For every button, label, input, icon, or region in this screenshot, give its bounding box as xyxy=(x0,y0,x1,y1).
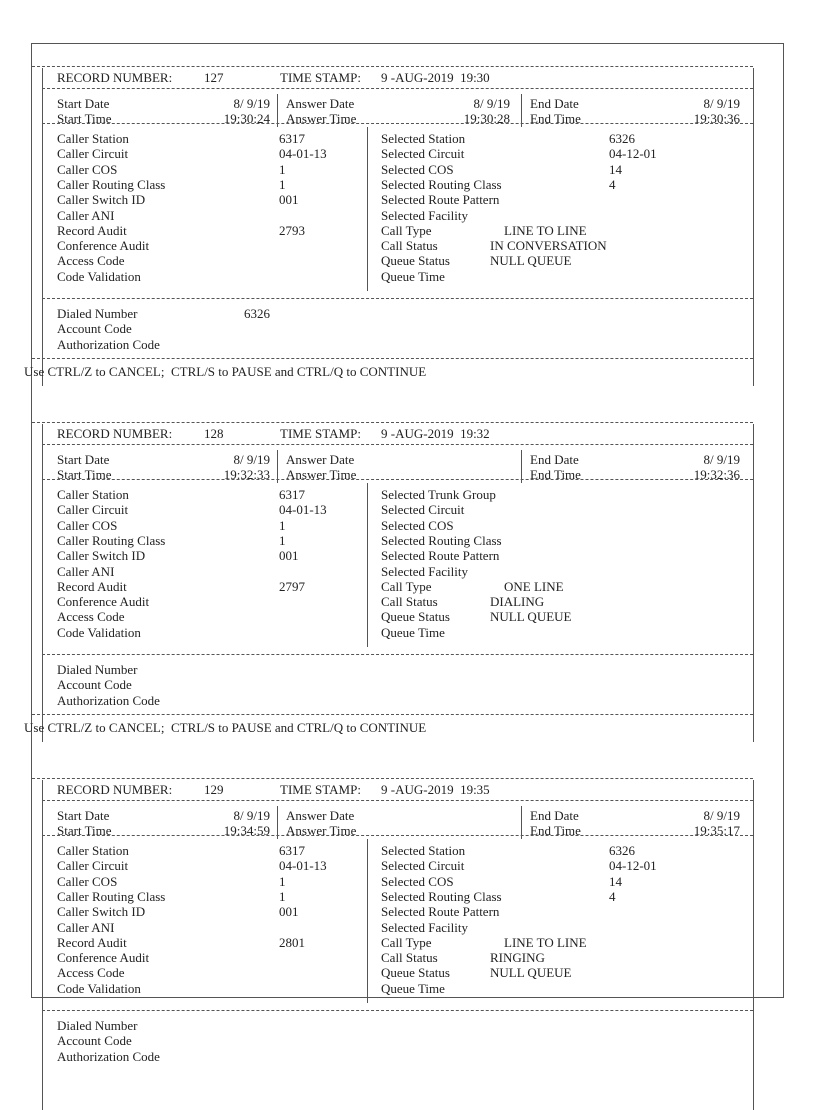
conference-audit-label: Conference Audit xyxy=(57,594,150,610)
queue-status-label: Queue Status xyxy=(381,609,450,625)
block-right-border xyxy=(753,424,754,742)
detail-divider xyxy=(367,483,368,647)
date-divider xyxy=(277,450,278,483)
start-date-value: 8/ 9/19 xyxy=(233,808,270,823)
caller-routing-class-label: Caller Routing Class xyxy=(57,532,166,548)
block-right-border xyxy=(753,780,754,1110)
record-number-value: 128 xyxy=(204,426,224,441)
selected-circuit-value: 04-12-01 xyxy=(609,146,657,162)
start-date-value: 8/ 9/19 xyxy=(233,452,270,467)
answer-date-label: Answer Date xyxy=(286,452,355,467)
record-audit-value: 2793 xyxy=(279,222,305,238)
conference-audit-label: Conference Audit xyxy=(57,238,150,254)
caller-routing-class-value: 1 xyxy=(279,888,286,904)
authorization-code-label: Authorization Code xyxy=(57,692,160,708)
queue-status-label: Queue Status xyxy=(381,253,450,269)
date-divider xyxy=(521,806,522,839)
caller-switch-id-value: 001 xyxy=(279,904,299,920)
date-divider xyxy=(277,806,278,839)
selected-facility-label: Selected Facility xyxy=(381,919,469,935)
time-stamp-value: 9 -AUG-2019 19:32 xyxy=(381,426,490,441)
detail-divider xyxy=(367,839,368,1003)
caller-circuit-label: Caller Circuit xyxy=(57,858,129,874)
account-code-label: Account Code xyxy=(57,677,132,693)
dashed-separator xyxy=(32,778,753,779)
selected-circuit-label: Selected Circuit xyxy=(381,146,465,162)
queue-status-value: NULL QUEUE xyxy=(490,609,572,625)
end-time-label: End Time xyxy=(530,467,581,483)
caller-circuit-label: Caller Circuit xyxy=(57,146,129,162)
call-type-value: ONE LINE xyxy=(504,578,564,594)
answer-time-value: 19:30:28 xyxy=(463,111,510,127)
call-type-label: Call Type xyxy=(381,222,432,238)
selected-station-value: 6326 xyxy=(609,843,635,858)
start-time-value: 19:32:33 xyxy=(223,467,270,483)
caller-routing-class-value: 1 xyxy=(279,532,286,548)
selected-cos-value: 14 xyxy=(609,873,622,889)
detail-divider xyxy=(367,127,368,291)
record-audit-label: Record Audit xyxy=(57,222,127,238)
block-left-border xyxy=(42,780,43,1110)
selected-routing-class-label: Selected Routing Class xyxy=(381,532,502,548)
record-audit-label: Record Audit xyxy=(57,578,127,594)
account-code-label: Account Code xyxy=(57,321,132,337)
conference-audit-label: Conference Audit xyxy=(57,950,150,966)
dashed-separator xyxy=(42,800,753,801)
caller-station-value: 6317 xyxy=(279,843,305,858)
caller-cos-label: Caller COS xyxy=(57,873,118,889)
code-validation-label: Code Validation xyxy=(57,268,141,284)
start-date-label: Start Date xyxy=(57,808,110,823)
start-time-label: Start Time xyxy=(57,823,112,839)
call-type-value: LINE TO LINE xyxy=(504,934,587,950)
selected-circuit-value: 04-12-01 xyxy=(609,858,657,874)
date-divider xyxy=(521,450,522,483)
dashed-separator xyxy=(42,1010,753,1011)
time-stamp-label: TIME STAMP: xyxy=(280,426,361,441)
caller-circuit-value: 04-01-13 xyxy=(279,146,327,162)
dialed-number-value: 6326 xyxy=(244,306,270,321)
end-time-label: End Time xyxy=(530,111,581,127)
selected-routing-class-value: 4 xyxy=(609,888,616,904)
selected-facility-label: Selected Facility xyxy=(381,563,469,579)
answer-time-label: Answer Time xyxy=(286,467,357,483)
access-code-label: Access Code xyxy=(57,965,125,981)
caller-switch-id-value: 001 xyxy=(279,548,299,564)
call-type-value: LINE TO LINE xyxy=(504,222,587,238)
dashed-separator xyxy=(32,358,753,359)
terminal-printout xyxy=(24,43,784,1064)
control-prompt: Use CTRL/Z to CANCEL; CTRL/S to PAUSE and CTRL/Q to CONTINUE xyxy=(24,720,427,735)
caller-cos-label: Caller COS xyxy=(57,161,118,177)
caller-station-label: Caller Station xyxy=(57,131,129,146)
queue-status-label: Queue Status xyxy=(381,965,450,981)
block-right-border xyxy=(753,68,754,386)
queue-time-label: Queue Time xyxy=(381,624,445,640)
selected-station-value: 6326 xyxy=(609,131,635,146)
control-prompt: Use CTRL/Z to CANCEL; CTRL/S to PAUSE and CTRL/Q to CONTINUE xyxy=(24,364,427,379)
dialed-number-label: Dialed Number xyxy=(57,306,138,321)
block-left-border xyxy=(42,68,43,386)
selected-station-label: Selected Station xyxy=(381,843,466,858)
caller-switch-id-label: Caller Switch ID xyxy=(57,192,146,208)
caller-routing-class-label: Caller Routing Class xyxy=(57,176,166,192)
end-date-label: End Date xyxy=(530,96,579,111)
dashed-separator xyxy=(32,422,753,423)
record-audit-value: 2801 xyxy=(279,934,305,950)
caller-switch-id-label: Caller Switch ID xyxy=(57,904,146,920)
answer-time-label: Answer Time xyxy=(286,823,357,839)
dialed-number-label: Dialed Number xyxy=(57,662,138,677)
caller-ani-label: Caller ANI xyxy=(57,919,115,935)
selected-station-label: Selected Trunk Group xyxy=(381,487,496,502)
access-code-label: Access Code xyxy=(57,609,125,625)
caller-ani-label: Caller ANI xyxy=(57,207,115,223)
selected-routing-class-value: 4 xyxy=(609,176,616,192)
caller-routing-class-label: Caller Routing Class xyxy=(57,888,166,904)
selected-cos-value: 14 xyxy=(609,161,622,177)
call-status-value: RINGING xyxy=(490,950,545,966)
record-audit-value: 2797 xyxy=(279,578,305,594)
selected-cos-label: Selected COS xyxy=(381,517,454,533)
selected-circuit-label: Selected Circuit xyxy=(381,858,465,874)
caller-switch-id-label: Caller Switch ID xyxy=(57,548,146,564)
caller-cos-label: Caller COS xyxy=(57,517,118,533)
start-time-label: Start Time xyxy=(57,467,112,483)
dashed-separator xyxy=(42,479,753,480)
time-stamp-value: 9 -AUG-2019 19:35 xyxy=(381,782,490,797)
call-status-label: Call Status xyxy=(381,950,438,966)
caller-circuit-value: 04-01-13 xyxy=(279,502,327,518)
start-time-value: 19:34:59 xyxy=(223,823,270,839)
caller-station-label: Caller Station xyxy=(57,843,129,858)
queue-status-value: NULL QUEUE xyxy=(490,965,572,981)
selected-routing-class-label: Selected Routing Class xyxy=(381,888,502,904)
end-time-value: 19:32:36 xyxy=(693,467,740,483)
dashed-separator xyxy=(42,654,753,655)
selected-route-pattern-label: Selected Route Pattern xyxy=(381,192,500,208)
authorization-code-label: Authorization Code xyxy=(57,336,160,352)
selected-routing-class-label: Selected Routing Class xyxy=(381,176,502,192)
selected-route-pattern-label: Selected Route Pattern xyxy=(381,548,500,564)
dashed-separator xyxy=(32,714,753,715)
time-stamp-value: 9 -AUG-2019 19:30 xyxy=(381,70,490,85)
queue-status-value: NULL QUEUE xyxy=(490,253,572,269)
end-time-value: 19:35:17 xyxy=(693,823,740,839)
start-time-label: Start Time xyxy=(57,111,112,127)
caller-circuit-value: 04-01-13 xyxy=(279,858,327,874)
caller-cos-value: 1 xyxy=(279,161,286,177)
caller-routing-class-value: 1 xyxy=(279,176,286,192)
queue-time-label: Queue Time xyxy=(381,980,445,996)
record-number-label: RECORD NUMBER: xyxy=(57,70,173,85)
selected-station-label: Selected Station xyxy=(381,131,466,146)
start-date-label: Start Date xyxy=(57,96,110,111)
end-time-value: 19:30:36 xyxy=(693,111,740,127)
end-date-label: End Date xyxy=(530,808,579,823)
record-audit-label: Record Audit xyxy=(57,934,127,950)
caller-station-value: 6317 xyxy=(279,487,305,502)
start-date-label: Start Date xyxy=(57,452,110,467)
answer-date-label: Answer Date xyxy=(286,96,355,111)
caller-circuit-label: Caller Circuit xyxy=(57,502,129,518)
dashed-separator xyxy=(42,88,753,89)
caller-station-value: 6317 xyxy=(279,131,305,146)
call-status-label: Call Status xyxy=(381,238,438,254)
end-date-label: End Date xyxy=(530,452,579,467)
answer-date-value: 8/ 9/19 xyxy=(473,96,510,111)
call-status-value: IN CONVERSATION xyxy=(490,238,607,254)
caller-cos-value: 1 xyxy=(279,873,286,889)
call-status-value: DIALING xyxy=(490,594,545,610)
caller-station-label: Caller Station xyxy=(57,487,129,502)
date-divider xyxy=(277,94,278,127)
block-left-border xyxy=(42,424,43,742)
start-date-value: 8/ 9/19 xyxy=(233,96,270,111)
time-stamp-label: TIME STAMP: xyxy=(280,782,361,797)
end-date-value: 8/ 9/19 xyxy=(703,452,740,467)
code-validation-label: Code Validation xyxy=(57,980,141,996)
call-type-label: Call Type xyxy=(381,934,432,950)
selected-cos-label: Selected COS xyxy=(381,161,454,177)
answer-time-label: Answer Time xyxy=(286,111,357,127)
account-code-label: Account Code xyxy=(57,1033,132,1049)
access-code-label: Access Code xyxy=(57,253,125,269)
caller-ani-label: Caller ANI xyxy=(57,563,115,579)
dashed-separator xyxy=(42,123,753,124)
dashed-separator xyxy=(42,835,753,836)
date-divider xyxy=(521,94,522,127)
dashed-separator xyxy=(42,298,753,299)
selected-cos-label: Selected COS xyxy=(381,873,454,889)
record-number-label: RECORD NUMBER: xyxy=(57,782,173,797)
answer-date-label: Answer Date xyxy=(286,808,355,823)
record-number-label: RECORD NUMBER: xyxy=(57,426,173,441)
end-date-value: 8/ 9/19 xyxy=(703,96,740,111)
end-time-label: End Time xyxy=(530,823,581,839)
dashed-separator xyxy=(42,444,753,445)
selected-route-pattern-label: Selected Route Pattern xyxy=(381,904,500,920)
selected-facility-label: Selected Facility xyxy=(381,207,469,223)
queue-time-label: Queue Time xyxy=(381,268,445,284)
dashed-separator xyxy=(32,66,753,67)
call-type-label: Call Type xyxy=(381,578,432,594)
time-stamp-label: TIME STAMP: xyxy=(280,70,361,85)
selected-circuit-label: Selected Circuit xyxy=(381,502,465,518)
record-number-value: 127 xyxy=(204,70,224,85)
authorization-code-label: Authorization Code xyxy=(57,1048,160,1064)
end-date-value: 8/ 9/19 xyxy=(703,808,740,823)
start-time-value: 19:30:24 xyxy=(223,111,270,127)
record-number-value: 129 xyxy=(204,782,224,797)
call-status-label: Call Status xyxy=(381,594,438,610)
dialed-number-label: Dialed Number xyxy=(57,1018,138,1033)
caller-switch-id-value: 001 xyxy=(279,192,299,208)
caller-cos-value: 1 xyxy=(279,517,286,533)
code-validation-label: Code Validation xyxy=(57,624,141,640)
